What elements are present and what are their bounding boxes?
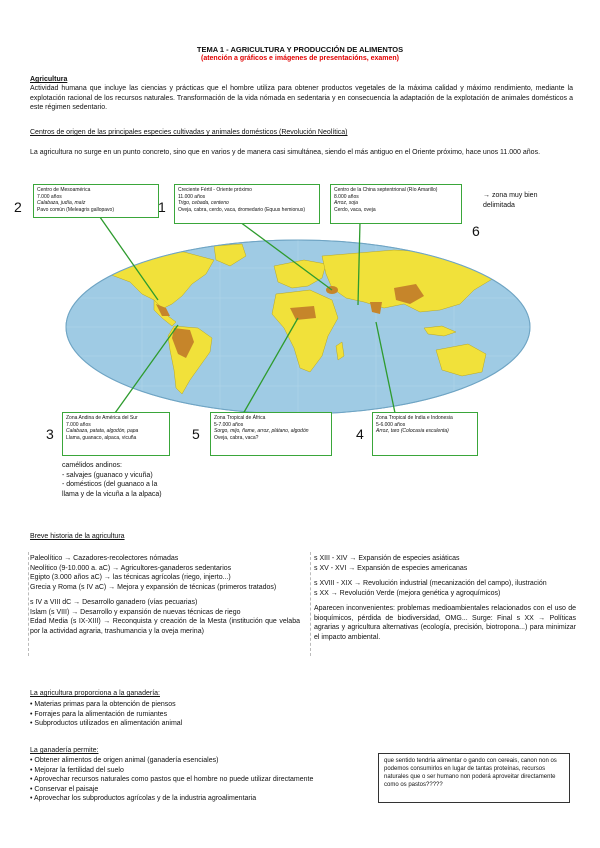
list-item: • Materias primas para la obtención de piensos (30, 701, 176, 708)
historia-right-column (314, 554, 576, 642)
box-crops: Trigo, cebada, centeno (178, 200, 229, 206)
box-animals: Cerdo, vaca, oveja (334, 206, 376, 213)
timeline-line-right (310, 552, 311, 656)
map-number-1: 1 (158, 199, 166, 215)
origin-box-creciente-fertil (174, 184, 320, 224)
origin-box-africa (210, 412, 332, 456)
side-note (483, 191, 537, 210)
box-line: Centro de la China septentrional (Río Amarillo) (334, 187, 438, 193)
historia-item: Edad Media (s IX-XIII) → Reconquista y creación de la Mesta (institución que velaba por la actividad agraria, trashumancia y la oveja merina) (30, 618, 300, 635)
list-item: • Obtener alimentos de origen animal (ganadería esenciales) (30, 757, 219, 764)
list-item: • Forrajes para la alimentación de rumiantes (30, 710, 168, 718)
box-line: Centro de Mesoamérica (37, 187, 91, 193)
historia-item: s XX → Revolución Verde (mejora genética y agroquímicos) (314, 589, 501, 597)
camelidos-line: - domésticos (del guanaco a la llama y de la vicuña a la alpaca) (62, 481, 162, 498)
side-note-line: → zona muy bien (483, 192, 538, 199)
historia-item: s XVIII - XIX → Revolución industrial (mecanización del campo), ilustración (314, 580, 547, 587)
heading-agricultura: Agricultura (30, 76, 68, 83)
historia-item: Egipto (3.000 años aC) → las técnicas agrícolas (riego, injerto...) (30, 574, 231, 581)
box-line: 11.000 años (178, 193, 206, 200)
box-crops: Calabaza, patata, algodón, papa (66, 428, 139, 434)
map-number-6: 6 (472, 223, 480, 239)
map-number-3: 3 (46, 426, 54, 442)
box-line: 5-6.000 años (376, 421, 406, 428)
box-crops: Arroz, soja (334, 200, 358, 206)
historia-item: s XIII - XIV → Expansión de especies asiáticas (314, 555, 460, 562)
origin-box-china (330, 184, 462, 224)
box-line: Zona Tropical de África (214, 415, 266, 421)
page-subtitle: (atención a gráficos e imágenes de presentacións, examen) (200, 55, 400, 62)
box-crops: Calabaza, judía, maíz (37, 200, 86, 206)
heading-centros-origen: Centros de origen de las principales especies cultivadas y animales domésticos (Revolución Neolítica) (30, 129, 348, 136)
timeline-line-left (28, 552, 29, 656)
historia-item: Aparecen inconvenientes: problemas medioambientales relacionados con el uso de bioquímicos, pérdida de biodiversidad, OMG... Surge: Final s XX → Políticas agrarias y agricultura alternativas (ecología, precisión, biotropona...) para minimizar el impacto ambiental. (314, 605, 576, 641)
box-line: Zona Tropical de India e Indonesia (376, 415, 453, 421)
box-line: 7.000 años (37, 193, 62, 200)
box-crops: Arroz, taro (Colocasia esculenta) (376, 428, 449, 434)
note-box: que sentido tendría alimentar o gando con cereais, canon non os podemos consumirlos en lugar de tantas proteínas, recursos naturales que o ser humano non poderá aproveitar directamente como os pastos????? (378, 753, 570, 803)
heading-historia: Breve historia de la agricultura (30, 533, 125, 540)
camelidos-note (62, 461, 172, 499)
box-crops: Sorgo, mijo, ñame, arroz, plátano, algodón (214, 428, 309, 434)
box-animals: Llama, guanaco, alpaca, vicuña (66, 434, 137, 441)
list-item: • Aprovechar recursos naturales como pastos que el hombre no puede utilizar directamente (30, 776, 314, 783)
heading-agricultura-ganaderia: La agricultura proporciona a la ganadería: (30, 690, 160, 697)
historia-item: s IV a VIII dC → Desarrollo ganadero (vías pecuarias) (30, 599, 198, 606)
text-agricultura: Actividad humana que incluye las ciencias y prácticas que el hombre utiliza para obtener productos vegetales de la máxima calidad y máximo rendimiento, mediante la explotación racional de los recursos naturales. Transformación de la vida nómada en sedentaria y en consecuencia la adaptación de la explotación de animales domésticos a este régimen sedentario. (30, 85, 573, 111)
list-item: • Conservar el paisaje (30, 785, 99, 793)
heading-ganaderia: La ganadería permite: (30, 747, 99, 754)
map-number-5: 5 (192, 426, 200, 442)
camelidos-line: camélidos andinos: (62, 462, 122, 469)
box-line: Creciente Fértil - Oriente próximo (178, 187, 252, 193)
historia-item: Grecia y Roma (s IV aC) → Mejora y expansión de técnicas (primeros tratados) (30, 583, 277, 591)
box-line: Zona Andina de América del Sur (66, 415, 138, 421)
camelidos-line: - salvajes (guanaco y vicuña) (62, 471, 153, 479)
historia-item: Paleolítico → Cazadores-recolectores nómadas (30, 555, 179, 562)
box-line: 5-7.000 años (214, 421, 244, 428)
origin-box-india (372, 412, 478, 456)
historia-item: Islam (s VIII) → Desarrollo y expansión de nuevas técnicas de riego (30, 608, 241, 616)
box-animals: Oveja, cabra, cerdo, vaca, dromedario (Equus hemionus) (178, 206, 306, 213)
page-title: TEMA 1 - AGRICULTURA Y PRODUCCIÓN DE ALIMENTOS (196, 45, 404, 54)
list-agricultura-ganaderia (30, 700, 330, 729)
list-item: • Subproductos utilizados en alimentación animal (30, 720, 183, 727)
list-ganaderia (30, 756, 365, 804)
historia-left-column (30, 554, 300, 636)
historia-item: Neolítico (9-10.000 a. aC) → Agricultores-ganaderos sedentarios (30, 564, 232, 572)
box-line: 8.000 años (334, 193, 359, 200)
origin-box-andina (62, 412, 170, 456)
box-animals: Oveja, cabra, vaca? (214, 434, 259, 441)
list-item: • Mejorar la fertilidad del suelo (30, 766, 124, 774)
map-number-4: 4 (356, 426, 364, 442)
text-centros-origen: La agricultura no surge en un punto concreto, sino que en varios y de manera casi simultánea, siendo el más antiguo en el Oriente próximo, hace unos 11.000 años. (30, 149, 541, 156)
box-animals: Pavo común (Meleagris gallopavo) (37, 206, 114, 213)
box-line: 7.000 años (66, 421, 91, 428)
map-number-2: 2 (14, 199, 22, 215)
historia-item: s XV - XVI → Expansión de especies americanas (314, 564, 468, 572)
origin-box-mesoamerica (33, 184, 159, 218)
list-item: • Aprovechar los subproductos agrícolas y de la industria agroalimentaria (30, 795, 257, 802)
side-note-line: delimitada (483, 201, 515, 209)
